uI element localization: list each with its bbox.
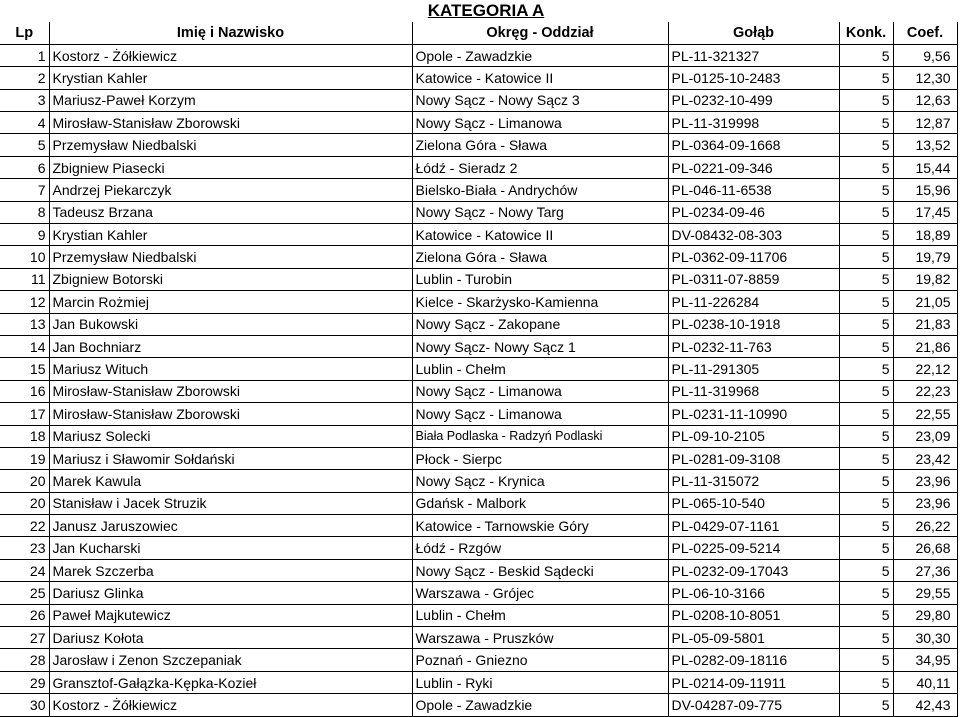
cell-konk: 5 bbox=[839, 627, 893, 649]
table-row bbox=[0, 694, 957, 716]
cell-coef: 22,55 bbox=[893, 403, 957, 425]
table-row bbox=[0, 671, 957, 693]
cell-golab: PL-0232-10-499 bbox=[668, 89, 839, 111]
cell-okreg: Płock - Sierpc bbox=[412, 447, 668, 469]
cell-lp: 2 bbox=[0, 67, 49, 89]
cell-golab: PL-0214-09-11911 bbox=[668, 671, 839, 693]
table-row bbox=[0, 425, 957, 447]
cell-coef: 23,09 bbox=[893, 425, 957, 447]
cell-coef: 17,45 bbox=[893, 201, 957, 223]
cell-golab: PL-0232-09-17043 bbox=[668, 559, 839, 581]
header-lp: Lp bbox=[0, 22, 49, 44]
cell-okreg: Nowy Sącz - Krynica bbox=[412, 470, 668, 492]
table-row bbox=[0, 156, 957, 178]
cell-lp: 13 bbox=[0, 313, 49, 335]
cell-konk: 5 bbox=[839, 470, 893, 492]
cell-lp: 1 bbox=[0, 44, 49, 66]
cell-okreg: Nowy Sącz - Nowy Sącz 3 bbox=[412, 89, 668, 111]
cell-golab: PL-06-10-3166 bbox=[668, 582, 839, 604]
cell-coef: 9,56 bbox=[893, 44, 957, 66]
cell-golab: PL-0225-09-5214 bbox=[668, 537, 839, 559]
cell-golab: PL-0282-09-18116 bbox=[668, 649, 839, 671]
cell-konk: 5 bbox=[839, 559, 893, 581]
cell-lp: 4 bbox=[0, 112, 49, 134]
cell-coef: 12,30 bbox=[893, 67, 957, 89]
cell-name: Marek Szczerba bbox=[49, 559, 412, 581]
cell-konk: 5 bbox=[839, 380, 893, 402]
table-row bbox=[0, 515, 957, 537]
table-row bbox=[0, 134, 957, 156]
cell-lp: 8 bbox=[0, 201, 49, 223]
cell-coef: 21,05 bbox=[893, 291, 957, 313]
cell-okreg: Zielona Góra - Sława bbox=[412, 246, 668, 268]
cell-konk: 5 bbox=[839, 44, 893, 66]
cell-lp: 15 bbox=[0, 358, 49, 380]
cell-konk: 5 bbox=[839, 403, 893, 425]
table-row bbox=[0, 380, 957, 402]
cell-konk: 5 bbox=[839, 156, 893, 178]
cell-golab: PL-0238-10-1918 bbox=[668, 313, 839, 335]
cell-okreg: Bielsko-Biała - Andrychów bbox=[412, 179, 668, 201]
cell-name: Mariusz i Sławomir Sołdański bbox=[49, 447, 412, 469]
cell-name: Krystian Kahler bbox=[49, 67, 412, 89]
cell-name: Andrzej Piekarczyk bbox=[49, 179, 412, 201]
cell-name: Przemysław Niedbalski bbox=[49, 134, 412, 156]
table-row bbox=[0, 559, 957, 581]
cell-name: Krystian Kahler bbox=[49, 224, 412, 246]
cell-golab: PL-0221-09-346 bbox=[668, 156, 839, 178]
table-row bbox=[0, 67, 957, 89]
cell-golab: PL-0281-09-3108 bbox=[668, 447, 839, 469]
cell-konk: 5 bbox=[839, 89, 893, 111]
cell-name: Mariusz Solecki bbox=[49, 425, 412, 447]
cell-name: Mariusz Wituch bbox=[49, 358, 412, 380]
table-row bbox=[0, 224, 957, 246]
cell-okreg: Katowice - Katowice II bbox=[412, 67, 668, 89]
cell-golab: PL-11-319968 bbox=[668, 380, 839, 402]
cell-coef: 19,82 bbox=[893, 268, 957, 290]
cell-lp: 20 bbox=[0, 470, 49, 492]
cell-konk: 5 bbox=[839, 604, 893, 626]
cell-lp: 26 bbox=[0, 604, 49, 626]
cell-golab: PL-046-11-6538 bbox=[668, 179, 839, 201]
cell-coef: 15,96 bbox=[893, 179, 957, 201]
table-row bbox=[0, 89, 957, 111]
cell-golab: PL-05-09-5801 bbox=[668, 627, 839, 649]
cell-okreg: Nowy Sącz - Limanowa bbox=[412, 112, 668, 134]
cell-coef: 22,12 bbox=[893, 358, 957, 380]
header-name: Imię i Nazwisko bbox=[49, 22, 412, 44]
table-row bbox=[0, 44, 957, 66]
cell-name: Dariusz Kołota bbox=[49, 627, 412, 649]
cell-name: Jarosław i Zenon Szczepaniak bbox=[49, 649, 412, 671]
cell-golab: PL-0362-09-11706 bbox=[668, 246, 839, 268]
cell-golab: PL-11-321327 bbox=[668, 44, 839, 66]
cell-lp: 12 bbox=[0, 291, 49, 313]
cell-lp: 30 bbox=[0, 694, 49, 716]
cell-coef: 21,86 bbox=[893, 335, 957, 357]
cell-konk: 5 bbox=[839, 582, 893, 604]
header-row bbox=[0, 22, 957, 44]
cell-golab: PL-0125-10-2483 bbox=[668, 67, 839, 89]
cell-name: Kostorz - Żółkiewicz bbox=[49, 44, 412, 66]
table-row bbox=[0, 403, 957, 425]
cell-okreg: Nowy Sącz - Nowy Targ bbox=[412, 201, 668, 223]
cell-coef: 12,87 bbox=[893, 112, 957, 134]
cell-coef: 27,36 bbox=[893, 559, 957, 581]
table-row bbox=[0, 268, 957, 290]
header-coef: Coef. bbox=[893, 22, 957, 44]
cell-name: Tadeusz Brzana bbox=[49, 201, 412, 223]
cell-coef: 30,30 bbox=[893, 627, 957, 649]
cell-konk: 5 bbox=[839, 425, 893, 447]
cell-okreg: Lublin - Ryki bbox=[412, 671, 668, 693]
header-okreg: Okręg - Oddział bbox=[412, 22, 668, 44]
cell-lp: 11 bbox=[0, 268, 49, 290]
cell-konk: 5 bbox=[839, 335, 893, 357]
cell-konk: 5 bbox=[839, 112, 893, 134]
cell-konk: 5 bbox=[839, 201, 893, 223]
cell-coef: 40,11 bbox=[893, 671, 957, 693]
cell-lp: 24 bbox=[0, 559, 49, 581]
cell-okreg: Katowice - Tarnowskie Góry bbox=[412, 515, 668, 537]
cell-lp: 22 bbox=[0, 515, 49, 537]
cell-coef: 23,42 bbox=[893, 447, 957, 469]
cell-okreg: Katowice - Katowice II bbox=[412, 224, 668, 246]
cell-okreg: Warszawa - Pruszków bbox=[412, 627, 668, 649]
cell-name: Jan Bochniarz bbox=[49, 335, 412, 357]
cell-okreg: Lublin - Turobin bbox=[412, 268, 668, 290]
cell-name: Dariusz Glinka bbox=[49, 582, 412, 604]
cell-coef: 42,43 bbox=[893, 694, 957, 716]
cell-name: Jan Kucharski bbox=[49, 537, 412, 559]
cell-okreg: Biała Podlaska - Radzyń Podlaski bbox=[412, 425, 668, 447]
cell-konk: 5 bbox=[839, 515, 893, 537]
cell-okreg: Łódź - Sieradz 2 bbox=[412, 156, 668, 178]
cell-name: Janusz Jaruszowiec bbox=[49, 515, 412, 537]
results-table bbox=[0, 22, 958, 717]
cell-lp: 25 bbox=[0, 582, 49, 604]
cell-okreg: Kielce - Skarżysko-Kamienna bbox=[412, 291, 668, 313]
cell-golab: PL-09-10-2105 bbox=[668, 425, 839, 447]
cell-coef: 19,79 bbox=[893, 246, 957, 268]
cell-coef: 23,96 bbox=[893, 470, 957, 492]
table-row bbox=[0, 291, 957, 313]
cell-name: Zbigniew Botorski bbox=[49, 268, 412, 290]
cell-golab: PL-0364-09-1668 bbox=[668, 134, 839, 156]
cell-lp: 7 bbox=[0, 179, 49, 201]
table-row bbox=[0, 358, 957, 380]
cell-golab: PL-0429-07-1161 bbox=[668, 515, 839, 537]
cell-name: Mirosław-Stanisław Zborowski bbox=[49, 403, 412, 425]
cell-okreg: Poznań - Gniezno bbox=[412, 649, 668, 671]
cell-konk: 5 bbox=[839, 447, 893, 469]
cell-konk: 5 bbox=[839, 134, 893, 156]
cell-golab: PL-0234-09-46 bbox=[668, 201, 839, 223]
cell-coef: 23,96 bbox=[893, 492, 957, 514]
table-row bbox=[0, 492, 957, 514]
cell-okreg: Nowy Sącz- Nowy Sącz 1 bbox=[412, 335, 668, 357]
table-row bbox=[0, 201, 957, 223]
page-title bbox=[0, 0, 960, 22]
cell-name: Kostorz - Żółkiewicz bbox=[49, 694, 412, 716]
cell-golab: PL-0231-11-10990 bbox=[668, 403, 839, 425]
table-row bbox=[0, 246, 957, 268]
cell-name: Stanisław i Jacek Struzik bbox=[49, 492, 412, 514]
cell-golab: PL-11-226284 bbox=[668, 291, 839, 313]
cell-coef: 21,83 bbox=[893, 313, 957, 335]
cell-coef: 26,68 bbox=[893, 537, 957, 559]
cell-konk: 5 bbox=[839, 671, 893, 693]
cell-golab: PL-065-10-540 bbox=[668, 492, 839, 514]
cell-golab: PL-11-319998 bbox=[668, 112, 839, 134]
cell-lp: 16 bbox=[0, 380, 49, 402]
cell-golab: PL-0208-10-8051 bbox=[668, 604, 839, 626]
cell-okreg: Nowy Sącz - Limanowa bbox=[412, 403, 668, 425]
cell-name: Gransztof-Gałązka-Kępka-Kozieł bbox=[49, 671, 412, 693]
cell-lp: 20 bbox=[0, 492, 49, 514]
cell-okreg: Opole - Zawadzkie bbox=[412, 694, 668, 716]
table-row bbox=[0, 649, 957, 671]
header-golab: Gołąb bbox=[668, 22, 839, 44]
table-row bbox=[0, 537, 957, 559]
category-title: KATEGORIA A bbox=[427, 1, 545, 20]
cell-lp: 5 bbox=[0, 134, 49, 156]
cell-konk: 5 bbox=[839, 224, 893, 246]
cell-konk: 5 bbox=[839, 313, 893, 335]
cell-name: Mirosław-Stanisław Zborowski bbox=[49, 112, 412, 134]
cell-okreg: Nowy Sącz - Zakopane bbox=[412, 313, 668, 335]
cell-lp: 17 bbox=[0, 403, 49, 425]
table-row bbox=[0, 470, 957, 492]
cell-coef: 22,23 bbox=[893, 380, 957, 402]
cell-golab: DV-04287-09-775 bbox=[668, 694, 839, 716]
cell-okreg: Gdańsk - Malbork bbox=[412, 492, 668, 514]
table-row bbox=[0, 112, 957, 134]
cell-okreg: Lublin - Chełm bbox=[412, 604, 668, 626]
cell-lp: 3 bbox=[0, 89, 49, 111]
cell-coef: 15,44 bbox=[893, 156, 957, 178]
cell-okreg: Łódź - Rzgów bbox=[412, 537, 668, 559]
cell-coef: 13,52 bbox=[893, 134, 957, 156]
cell-konk: 5 bbox=[839, 694, 893, 716]
cell-okreg: Nowy Sącz - Limanowa bbox=[412, 380, 668, 402]
cell-golab: PL-11-291305 bbox=[668, 358, 839, 380]
cell-konk: 5 bbox=[839, 246, 893, 268]
cell-coef: 18,89 bbox=[893, 224, 957, 246]
cell-lp: 14 bbox=[0, 335, 49, 357]
cell-konk: 5 bbox=[839, 268, 893, 290]
table-row bbox=[0, 627, 957, 649]
cell-konk: 5 bbox=[839, 649, 893, 671]
cell-konk: 5 bbox=[839, 358, 893, 380]
cell-okreg: Nowy Sącz - Beskid Sądecki bbox=[412, 559, 668, 581]
cell-okreg: Warszawa - Grójec bbox=[412, 582, 668, 604]
table-row bbox=[0, 447, 957, 469]
table-row bbox=[0, 179, 957, 201]
cell-konk: 5 bbox=[839, 67, 893, 89]
cell-name: Marek Kawula bbox=[49, 470, 412, 492]
cell-konk: 5 bbox=[839, 291, 893, 313]
cell-lp: 19 bbox=[0, 447, 49, 469]
cell-coef: 12,63 bbox=[893, 89, 957, 111]
cell-lp: 9 bbox=[0, 224, 49, 246]
cell-lp: 18 bbox=[0, 425, 49, 447]
cell-lp: 29 bbox=[0, 671, 49, 693]
header-konk: Konk. bbox=[839, 22, 893, 44]
cell-golab: PL-0311-07-8859 bbox=[668, 268, 839, 290]
table-row bbox=[0, 582, 957, 604]
cell-coef: 26,22 bbox=[893, 515, 957, 537]
cell-name: Jan Bukowski bbox=[49, 313, 412, 335]
cell-name: Paweł Majkutewicz bbox=[49, 604, 412, 626]
cell-konk: 5 bbox=[839, 179, 893, 201]
cell-golab: DV-08432-08-303 bbox=[668, 224, 839, 246]
cell-name: Mirosław-Stanisław Zborowski bbox=[49, 380, 412, 402]
table-body bbox=[0, 44, 957, 716]
cell-konk: 5 bbox=[839, 492, 893, 514]
cell-golab: PL-11-315072 bbox=[668, 470, 839, 492]
cell-lp: 23 bbox=[0, 537, 49, 559]
table-row bbox=[0, 604, 957, 626]
cell-lp: 6 bbox=[0, 156, 49, 178]
cell-golab: PL-0232-11-763 bbox=[668, 335, 839, 357]
cell-okreg: Opole - Zawadzkie bbox=[412, 44, 668, 66]
cell-name: Mariusz-Paweł Korzym bbox=[49, 89, 412, 111]
table-row bbox=[0, 335, 957, 357]
cell-coef: 29,80 bbox=[893, 604, 957, 626]
cell-name: Zbigniew Piasecki bbox=[49, 156, 412, 178]
cell-coef: 29,55 bbox=[893, 582, 957, 604]
cell-lp: 27 bbox=[0, 627, 49, 649]
cell-lp: 28 bbox=[0, 649, 49, 671]
cell-coef: 34,95 bbox=[893, 649, 957, 671]
cell-lp: 10 bbox=[0, 246, 49, 268]
cell-okreg: Lublin - Chełm bbox=[412, 358, 668, 380]
table-row bbox=[0, 313, 957, 335]
cell-name: Marcin Rożmiej bbox=[49, 291, 412, 313]
cell-konk: 5 bbox=[839, 537, 893, 559]
cell-okreg: Zielona Góra - Sława bbox=[412, 134, 668, 156]
cell-name: Przemysław Niedbalski bbox=[49, 246, 412, 268]
